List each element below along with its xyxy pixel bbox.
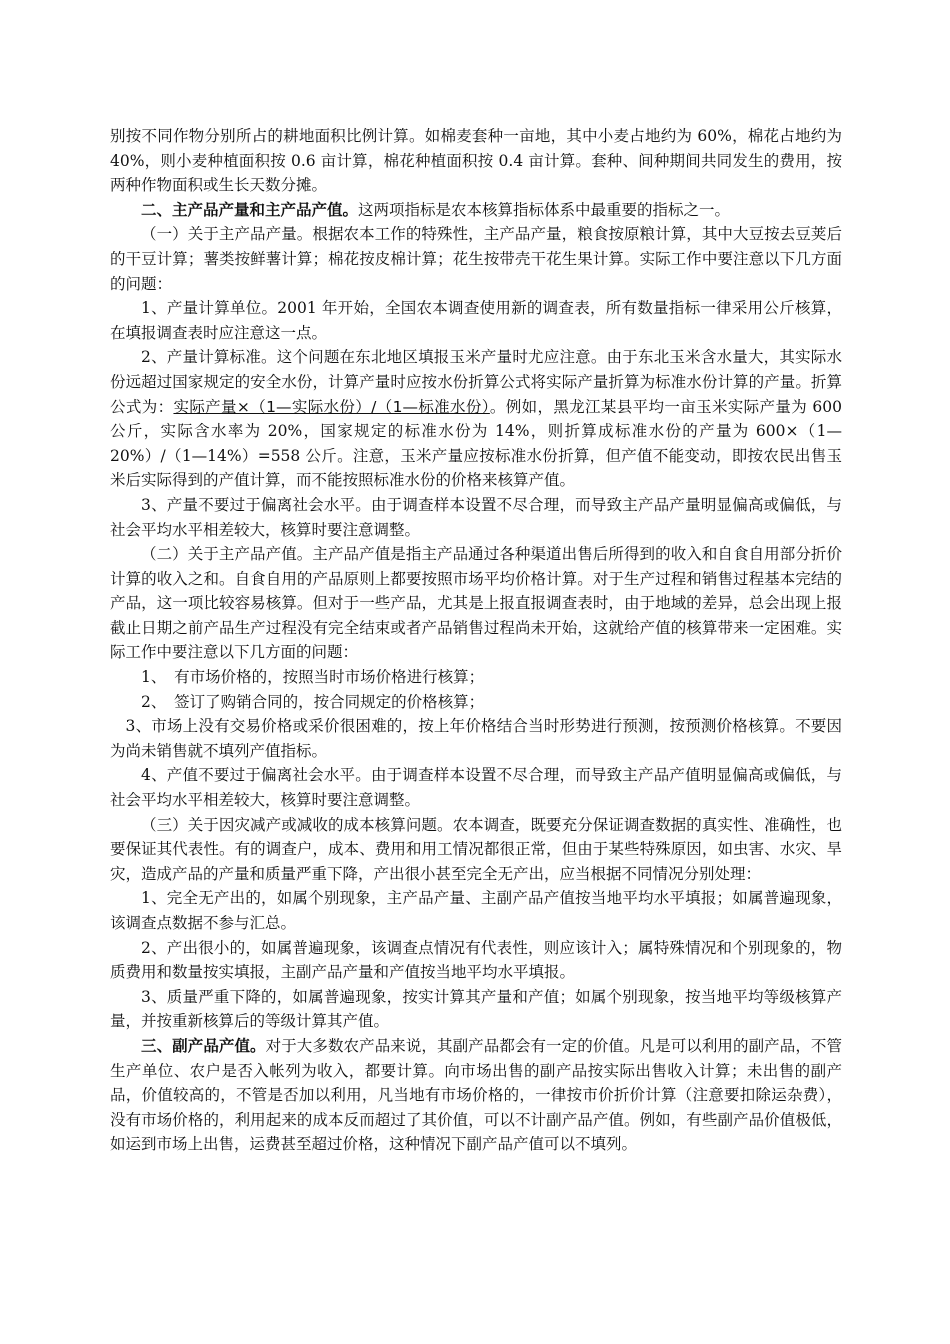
formula-intro: 2、产量计算标准。这个问题在东北地区填报玉米产量时尤应注意。由于东北玉米含水量大，其实际水份远超过国家规定的安全水份，计算产量时应按水份折算公式将实际产量折算为标准水份计算的产量。折算公式为：: [110, 348, 842, 416]
subsection-value: [110, 542, 842, 665]
section-main-product: [110, 198, 842, 223]
paragraph-planting-area: 别按不同作物分别所占的耕地面积比例计算。如棉麦套种一亩地，其中小麦占地约为 60%，棉花占地约为 40%，则小麦种植面积按 0.6 亩计算，棉花种植面积按 0.4 亩计算。套种、间种期间共同发生的费用，按两种作物面积或生长天数分摊。: [110, 127, 842, 195]
subsection-heading: （三）关于因灾减产或减收的成本核算问题。: [141, 815, 453, 834]
list-item: 3、市场上没有交易价格或采价很困难的，按上年价格结合当时形势进行预测，按预测价格核算。不要因为尚未销售就不填列产值指标。: [110, 717, 842, 760]
list-item: 4、产值不要过于偏离社会水平。由于调查样本设置不尽合理，而导致主产品产值明显偏高或偏低，与社会平均水平相差较大，核算时要注意调整。: [110, 766, 842, 810]
subsection-text: 农本调查，既要充分保证调查数据的真实性、准确性，也要保证其代表性。有的调查户，成本、费用和用工情况都很正常，但由于某些特殊原因，如虫害、水灾、旱灾，造成产品的产量和质量严重下降，产出很小甚至完全无产出，应当根据不同情况分别处理：: [110, 815, 842, 883]
list-item: 2、 签订了购销合同的，按合同规定的价格核算；: [141, 692, 485, 711]
subsection-output: [110, 222, 842, 296]
subsection-heading: （一）关于主产品产量。: [141, 225, 313, 244]
list-item: 1、 有市场价格的，按照当时市场价格进行核算；: [141, 668, 485, 687]
section-text: 这两项指标是农本核算指标体系中最重要的指标之一。: [358, 200, 731, 219]
list-item: 3、质量严重下降的，如属普遍现象，按实计算其产量和产值；如属个别现象，按当地平均等级核算产量，并按重新核算后的等级计算其产值。: [110, 987, 842, 1031]
list-item: 1、完全无产出的，如属个别现象，主产品产量、主副产品产值按当地平均水平填报；如属普遍现象，该调查点数据不参与汇总。: [110, 889, 842, 932]
list-item: 1、产量计算单位。2001 年开始，全国农本调查使用新的调查表，所有数量指标一律采用公斤核算，在填报调查表时应注意这一点。: [110, 299, 842, 342]
conversion-formula: 实际产量×（1—实际水份）/（1—标准水份）: [173, 397, 490, 416]
list-item: 3、产量不要过于偏离社会水平。由于调查样本设置不尽合理，而导致主产品产量明显偏高或偏低，与社会平均水平相差较大，核算时要注意调整。: [110, 495, 842, 539]
list-item: 2、产出很小的，如属普遍现象，该调查点情况有代表性，则应该计入；属特殊情况和个别现象的，物质费用和数量按实填报，主副产品产量和产值按当地平均水平填报。: [110, 938, 842, 982]
subsection-disaster: [110, 813, 842, 887]
section-heading: 二、主产品产量和主产品产值。: [141, 199, 359, 219]
subsection-heading: （二）关于主产品产值。: [141, 545, 313, 564]
section-by-product: [110, 1034, 842, 1157]
section-text: 对于大多数农产品来说，其副产品都会有一定的价值。凡是可以利用的副产品，不管生产单位、农户是否入帐列为收入，都要计算。向市场出售的副产品按实际出售收入计算；未出售的副产品，价值较高的，不管是否加以利用，凡当地有市场价格的，一律按市价折价计算（注意要扣除运杂费），没有市场价格的，利用起来的成本反而超过了其价值，可以不计副产品产值。例如，有些副产品价值极低，如运到市场上出售，运费甚至超过价格，这种情况下副产品产值可以不填列。: [110, 1036, 842, 1154]
section-heading: 三、副产品产值。: [141, 1035, 266, 1055]
subsection-text: 主产品产值是指主产品通过各种渠道出售后所得到的收入和自食自用部分折价计算的收入之和。自食自用的产品原则上都要按照市场平均价格计算。对于生产过程和销售过程基本完结的产品，这一项比较容易核算。但对于一些产品，尤其是上报直报调查表时，由于地域的差异，总会出现上报截止日期之前产品生产过程没有完全结束或者产品销售过程尚未开始，这就给产值的核算带来一定困难。实际工作中要注意以下几方面的问题：: [110, 545, 842, 662]
document-page: [110, 124, 842, 1157]
list-item-formula: [110, 345, 842, 493]
formula-example: 。例如，黑龙江某县平均一亩玉米实际产量为 600 公斤，实际含水率为 20%，国家规定的标准水份为 14%，则折算成标准水份的产量为 600×（1—20%）/（1—14%）=558 公斤。注意，玉米产量应按标准水份折算，但产值不能变动，即按农民出售玉米后实际得到的产值计算，而不能按照标准水份的价格来核算产值。: [110, 397, 842, 490]
subsection-text: 根据农本工作的特殊性，主产品产量，粮食按原粮计算，其中大豆按去豆荚后的干豆计算；薯类按鲜薯计算；棉花按皮棉计算；花生按带壳干花生果计算。实际工作中要注意以下几方面的问题：: [110, 225, 842, 293]
